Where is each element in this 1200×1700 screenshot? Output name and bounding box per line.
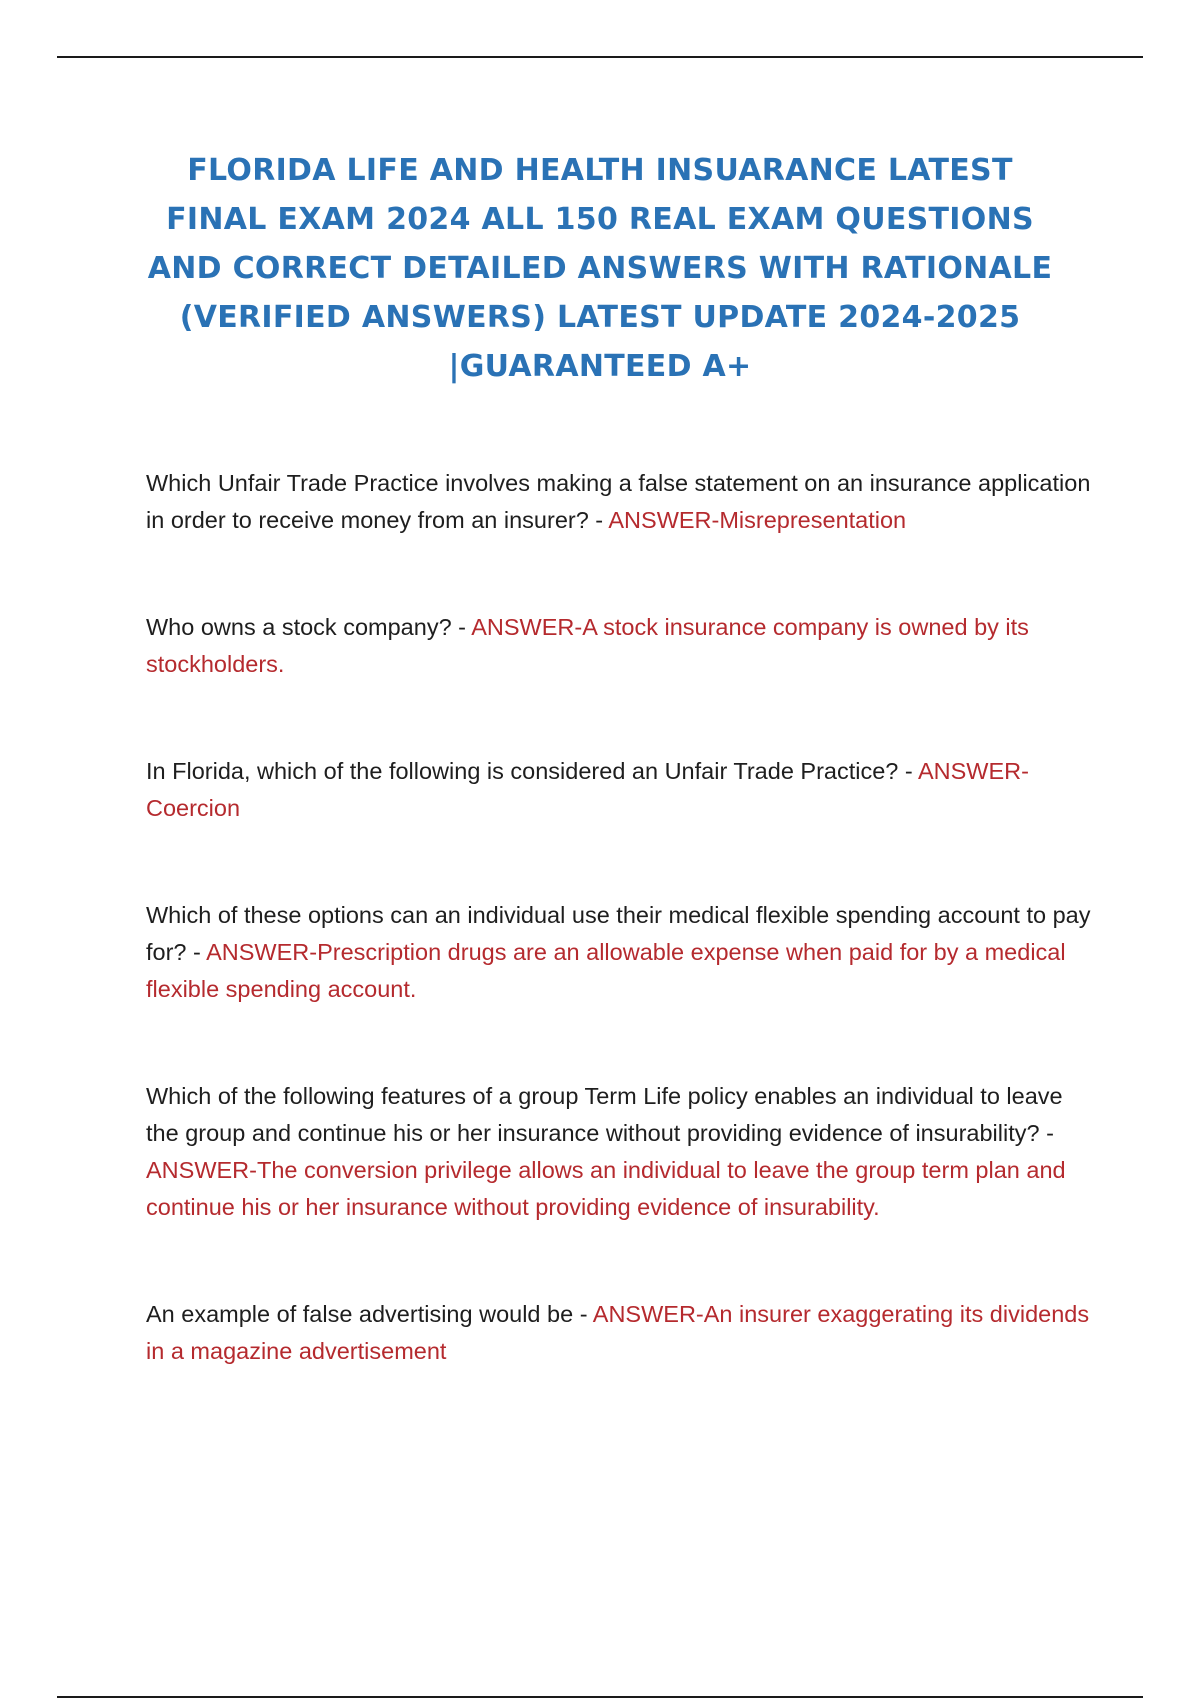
- answer-text: ANSWER-Prescription drugs are an allowable expense when paid for by a medical flexible spending account.: [146, 939, 1066, 1002]
- answer-text: ANSWER-A stock insurance company is owned by its stockholders.: [146, 614, 1029, 677]
- qa-item-6: [146, 1296, 1092, 1370]
- bottom-divider: [57, 1696, 1143, 1698]
- qa-item-3: [146, 753, 1092, 827]
- question-text: Which Unfair Trade Practice involves making a false statement on an insurance application in order to receive money from an insurer? -: [146, 470, 1091, 533]
- question-text: In Florida, which of the following is considered an Unfair Trade Practice? -: [146, 758, 918, 784]
- question-text: An example of false advertising would be -: [146, 1301, 593, 1327]
- answer-text: ANSWER-Misrepresentation: [608, 507, 907, 533]
- top-divider: [57, 56, 1143, 58]
- question-text: Which of the following features of a group Term Life policy enables an individual to leave the group and continue his or her insurance without providing evidence of insurability? -: [146, 1083, 1063, 1146]
- qa-list: [146, 465, 1092, 1440]
- answer-text: ANSWER-An insurer exaggerating its dividends in a magazine advertisement: [146, 1301, 1090, 1364]
- qa-item-4: [146, 897, 1092, 1008]
- question-text: Who owns a stock company? -: [146, 614, 472, 640]
- answer-text: ANSWER-Coercion: [146, 758, 1029, 821]
- qa-item-1: [146, 465, 1092, 539]
- document-title: FLORIDA LIFE AND HEALTH INSUARANCE LATEST FINAL EXAM 2024 ALL 150 REAL EXAM QUESTIONS AND CORRECT DETAILED ANSWERS WITH RATIONALE (VERIFIED ANSWERS) LATEST UPDATE 2024-2025 |GUARANTEED A+: [147, 153, 1053, 384]
- qa-item-5: [146, 1078, 1092, 1226]
- answer-text: ANSWER-The conversion privilege allows an individual to leave the group term plan and continue his or her insurance without providing evidence of insurability.: [146, 1157, 1066, 1220]
- question-text: Which of these options can an individual use their medical flexible spending account to pay for? -: [146, 902, 1091, 965]
- qa-item-2: [146, 609, 1092, 683]
